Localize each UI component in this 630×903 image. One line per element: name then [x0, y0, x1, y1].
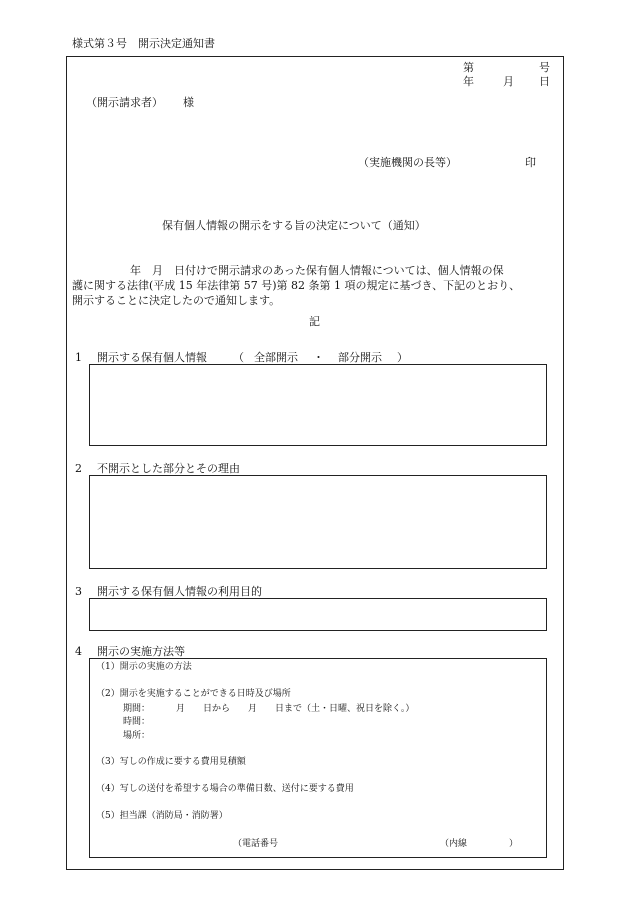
- section3-content-box: [89, 598, 547, 631]
- section4-item4: （4）写しの送付を希望する場合の準備日数、送付に要する費用: [96, 784, 354, 794]
- section1-number: 1: [75, 351, 82, 364]
- issuer-label: （実施機関の長等）: [358, 156, 457, 169]
- time-label: 時間：: [123, 717, 151, 727]
- option-full-disclosure: 全部開示: [254, 351, 298, 364]
- period-label: 期間：: [123, 704, 151, 714]
- section3-number: 3: [75, 585, 82, 598]
- section4-label: 開示の実施方法等: [97, 645, 185, 658]
- extension-label: （内線: [440, 839, 468, 849]
- period-text: 月 日から 月 日まで（土・日曜、祝日を除く。）: [176, 704, 415, 714]
- date-month: 月: [503, 75, 514, 88]
- section4-item3: （3）写しの作成に要する費用見積額: [96, 757, 246, 767]
- reference-number-prefix: 第: [463, 61, 474, 74]
- section1-close-paren: ）: [397, 351, 408, 364]
- section1-open-paren: （: [233, 351, 244, 364]
- body-line-2: 護に関する法律(平成 15 年法律第 57 号)第 82 条第 1 項の規定に基づき、下記のとおり、: [72, 279, 521, 292]
- section4-item2: （2）開示を実施することができる日時及び場所: [96, 689, 291, 699]
- section3-label: 開示する保有個人情報の利用目的: [97, 585, 262, 598]
- section2-content-box: [89, 475, 547, 569]
- reference-number-suffix: 号: [539, 61, 550, 74]
- recipient-label: （開示請求者）: [86, 96, 163, 109]
- ki-heading: 記: [309, 315, 320, 328]
- body-paragraph: [72, 263, 560, 308]
- section4-item1: （1）開示の実施の方法: [96, 662, 192, 672]
- body-line-1: 年 月 日付けで開示請求のあった保有個人情報については、個人情報の保: [119, 264, 504, 277]
- body-line-3: 開示することに決定したので通知します。: [72, 294, 281, 307]
- seal-mark: 印: [525, 156, 536, 169]
- place-label: 場所：: [123, 731, 151, 741]
- form-label: 様式第３号 開示決定通知書: [72, 37, 215, 50]
- date-day: 日: [539, 75, 550, 88]
- section1-label: 開示する保有個人情報: [97, 351, 207, 364]
- recipient-honorific: 様: [183, 96, 194, 109]
- phone-label: （電話番号: [233, 839, 279, 849]
- option-partial-disclosure: 部分開示: [338, 351, 382, 364]
- section2-label: 不開示とした部分とその理由: [97, 462, 240, 475]
- section2-number: 2: [75, 462, 82, 475]
- section4-number: 4: [75, 645, 82, 658]
- extension-close: ）: [509, 839, 519, 849]
- section1-content-box: [89, 364, 547, 446]
- date-year: 年: [463, 75, 474, 88]
- option-separator: ・: [313, 351, 324, 364]
- section4-item5: （5）担当課（消防局・消防署）: [96, 811, 228, 821]
- document-title: 保有個人情報の開示をする旨の決定について（通知）: [162, 219, 426, 232]
